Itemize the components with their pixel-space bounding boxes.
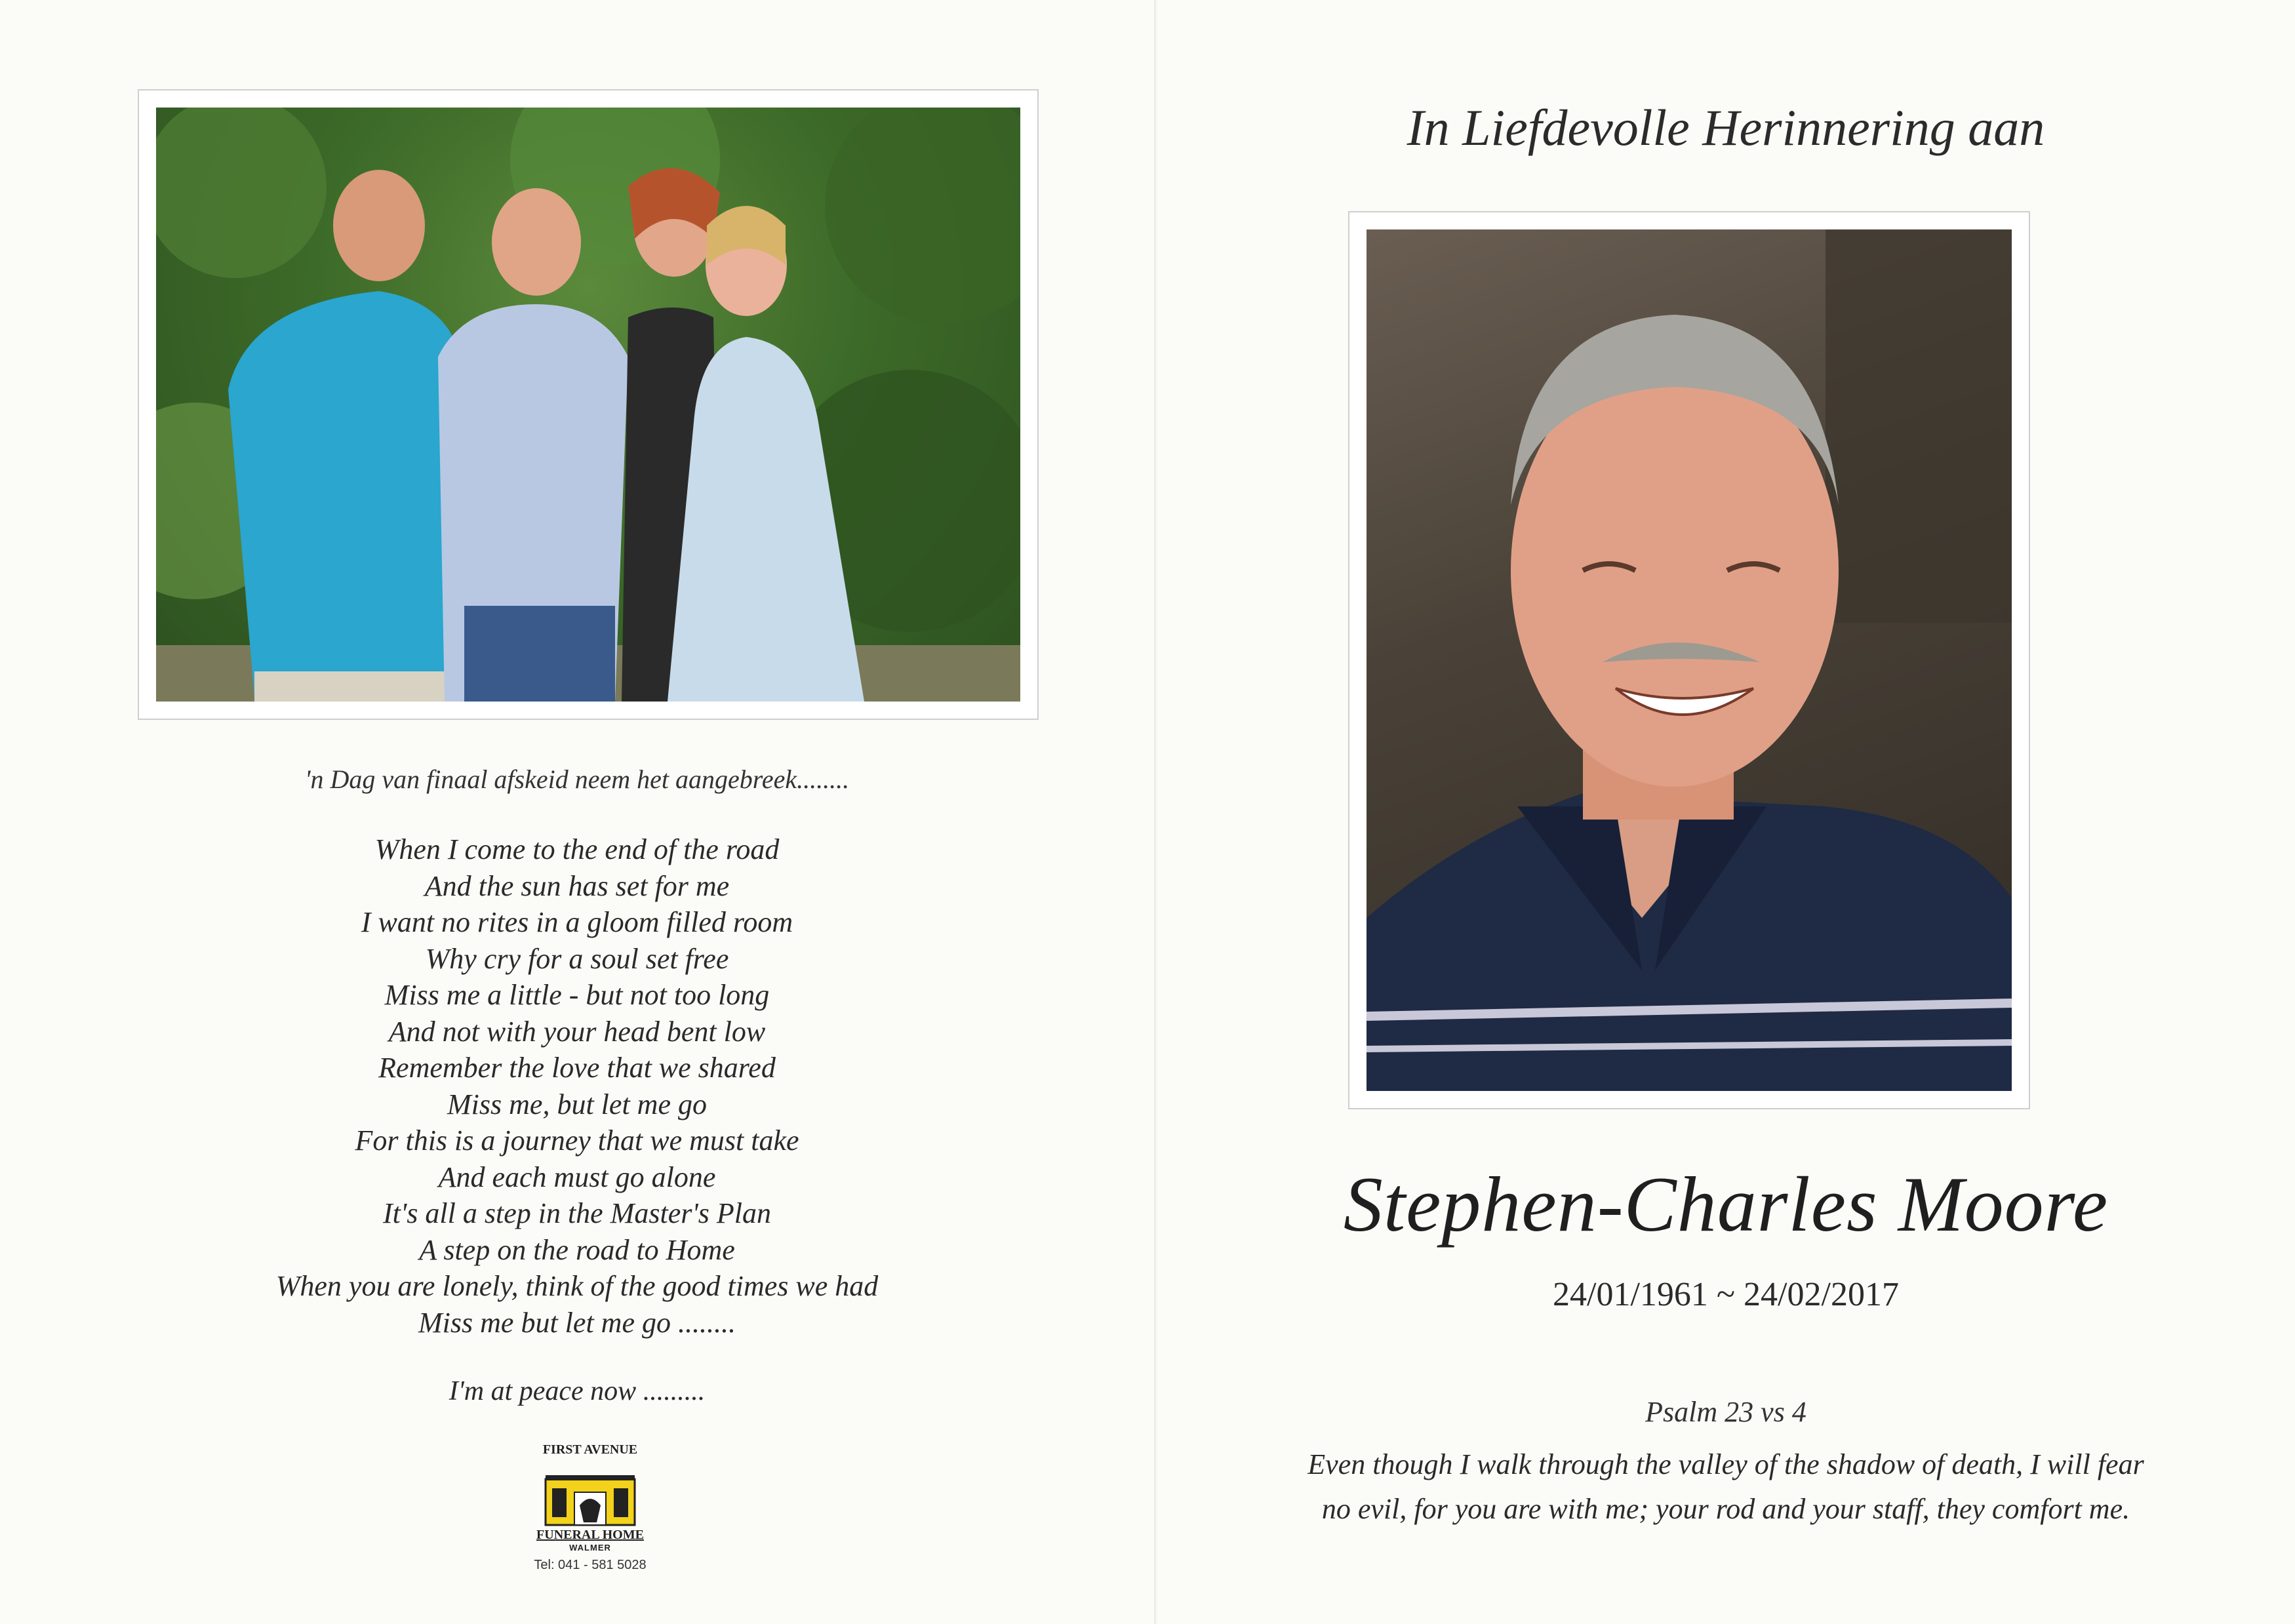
poem-line: Miss me but let me go ........	[418, 1306, 736, 1339]
poem-line: For this is a journey that we must take	[355, 1124, 799, 1157]
psalm-line: no evil, for you are with me; your rod and your staff, they comfort me.	[1321, 1493, 2130, 1525]
family-photo-illustration	[156, 108, 1020, 702]
closing-line: I'm at peace now .........	[449, 1376, 706, 1406]
poem-line: And the sun has set for me	[424, 869, 730, 902]
portrait-illustration	[1367, 229, 2012, 1091]
portrait-photo	[1367, 229, 2012, 1091]
telephone: Tel: 041 - 581 5028	[534, 1558, 647, 1572]
family-photo	[156, 108, 1020, 702]
psalm-line: Even though I walk through the valley of the shadow of death, I will fear	[1307, 1448, 2144, 1480]
poem-line: Remember the love that we shared	[378, 1052, 776, 1084]
poem-line: When I come to the end of the road	[374, 833, 780, 865]
poem-line: It's all a step in the Master's Plan	[382, 1197, 771, 1229]
logo-arc-text: FIRST AVENUE	[542, 1442, 638, 1457]
poem-line: And each must go alone	[438, 1160, 716, 1193]
building-icon	[544, 1473, 636, 1526]
logo-location: WALMER	[569, 1543, 611, 1553]
portrait-frame	[1348, 211, 2030, 1109]
poem-line: Miss me a little - but not too long	[384, 979, 770, 1011]
intro-line: 'n Dag van finaal afskeid neem het aangebreek........	[304, 764, 850, 794]
page-title: In Liefdevolle Herinnering aan	[1407, 99, 2045, 156]
psalm-reference: Psalm 23 vs 4	[1645, 1396, 1806, 1428]
poem	[0, 831, 1154, 1341]
life-dates: 24/01/1961 ~ 24/02/2017	[1553, 1276, 1899, 1313]
poem-line: I want no rites in a gloom filled room	[361, 906, 793, 938]
logo-funeral-home: FUNERAL HOME	[536, 1528, 644, 1542]
poem-line: And not with your head bent low	[388, 1015, 766, 1048]
deceased-name: Stephen-Charles Moore	[1343, 1160, 2109, 1248]
poem-line: Miss me, but let me go	[447, 1088, 707, 1120]
psalm-text	[1157, 1442, 2295, 1532]
funeral-home-logo	[518, 1442, 662, 1574]
right-page	[1157, 0, 2295, 1624]
poem-line: A step on the road to Home	[419, 1233, 735, 1266]
family-photo-frame	[138, 89, 1039, 720]
poem-line: When you are lonely, think of the good times we had	[275, 1270, 879, 1302]
poem-line: Why cry for a soul set free	[425, 942, 729, 975]
